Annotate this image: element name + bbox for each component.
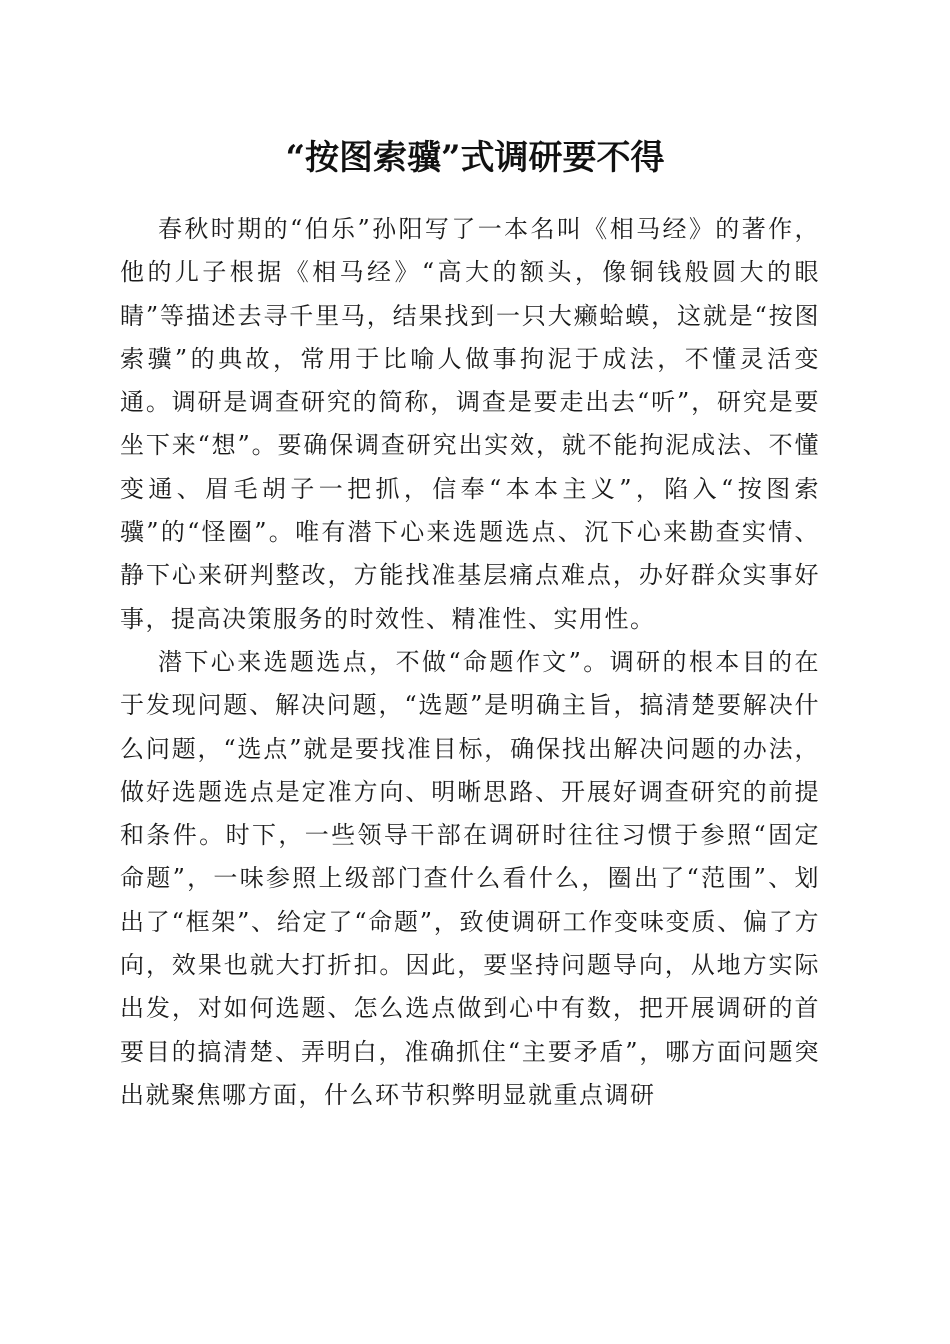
document-title: “按图索骥”式调研要不得 xyxy=(285,138,665,178)
paragraph-1: 春秋时期的“伯乐”孙阳写了一本名叫《相马经》的著作，他的儿子根据《相马经》“高大的额头，像铜钱般圆大的眼睛”等描述去寻千里马，结果找到一只大癞蛤蟆，这就是“按图索骥”的典故，常用于比喻人做事拘泥于成法，不懂灵活变通。调研是调查研究的简称，调查是要走出去“听”，研究是要坐下来“想”。要确保调查研究出实效，就不能拘泥成法、不懂变通、眉毛胡子一把抓，信奉“本本主义”，陷入“按图索骥”的“怪圈”。唯有潜下心来选题选点、沉下心来勘查实情、静下心来研判整改，方能找准基层痛点难点，办好群众实事好事，提高决策服务的时效性、精准性、实用性。 xyxy=(120,215,820,633)
paragraph-2: 潜下心来选题选点，不做“命题作文”。调研的根本目的在于发现问题、解决问题，“选题”是明确主旨，搞清楚要解决什么问题，“选点”就是要找准目标，确保找出解决问题的办法，做好选题选点是定准方向、明晰思路、开展好调查研究的前提和条件。时下，一些领导干部在调研时往往习惯于参照“固定命题”，一味参照上级部门查什么看什么，圈出了“范围”、划出了“框架”、给定了“命题”，致使调研工作变味变质、偏了方向，效果也就大打折扣。因此，要坚持问题导向，从地方实际出发，对如何选题、怎么选点做到心中有数，把开展调研的首要目的搞清楚、弄明白，准确抓住“主要矛盾”，哪方面问题突出就聚焦哪方面，什么环节积弊明显就重点调研 xyxy=(120,647,820,1109)
document-body xyxy=(120,208,820,1117)
